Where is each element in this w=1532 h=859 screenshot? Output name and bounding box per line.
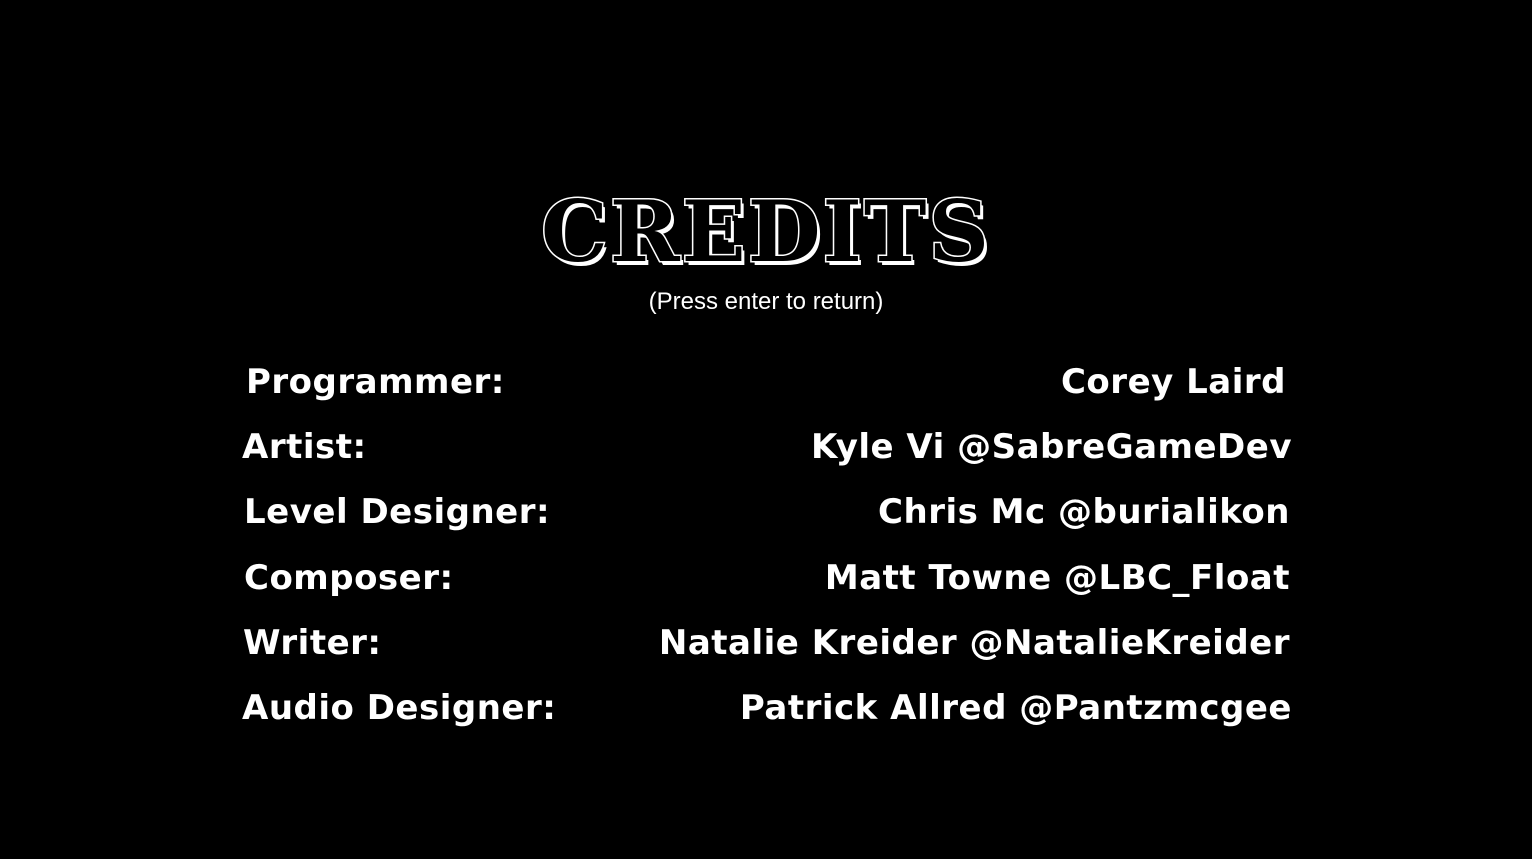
- credit-row-programmer: [246, 360, 1286, 404]
- credit-row-level-designer: [244, 490, 1290, 534]
- credit-row-artist: [242, 425, 1292, 469]
- credit-name: Kyle Vi @SabreGameDev: [811, 427, 1292, 467]
- credit-role: Artist:: [242, 427, 367, 467]
- credit-row-writer: [243, 621, 1290, 665]
- credit-name: Matt Towne @LBC_Float: [824, 558, 1290, 598]
- return-hint: (Press enter to return): [648, 288, 884, 315]
- credit-row-composer: [244, 556, 1290, 600]
- credit-role: Writer:: [243, 623, 382, 663]
- credit-role: Audio Designer:: [242, 688, 557, 728]
- credit-role: Composer:: [244, 558, 454, 598]
- credit-role: Level Designer:: [244, 492, 551, 532]
- credit-role: Programmer:: [246, 362, 505, 402]
- credits-title: CREDITS: [541, 182, 991, 281]
- credit-name: Patrick Allred @Pantzmcgee: [739, 688, 1292, 728]
- credit-name: Corey Laird: [1060, 362, 1286, 402]
- credit-name: Chris Mc @burialikon: [878, 492, 1290, 532]
- credit-name: Natalie Kreider @NatalieKreider: [658, 623, 1290, 663]
- credit-row-audio-designer: [242, 686, 1292, 730]
